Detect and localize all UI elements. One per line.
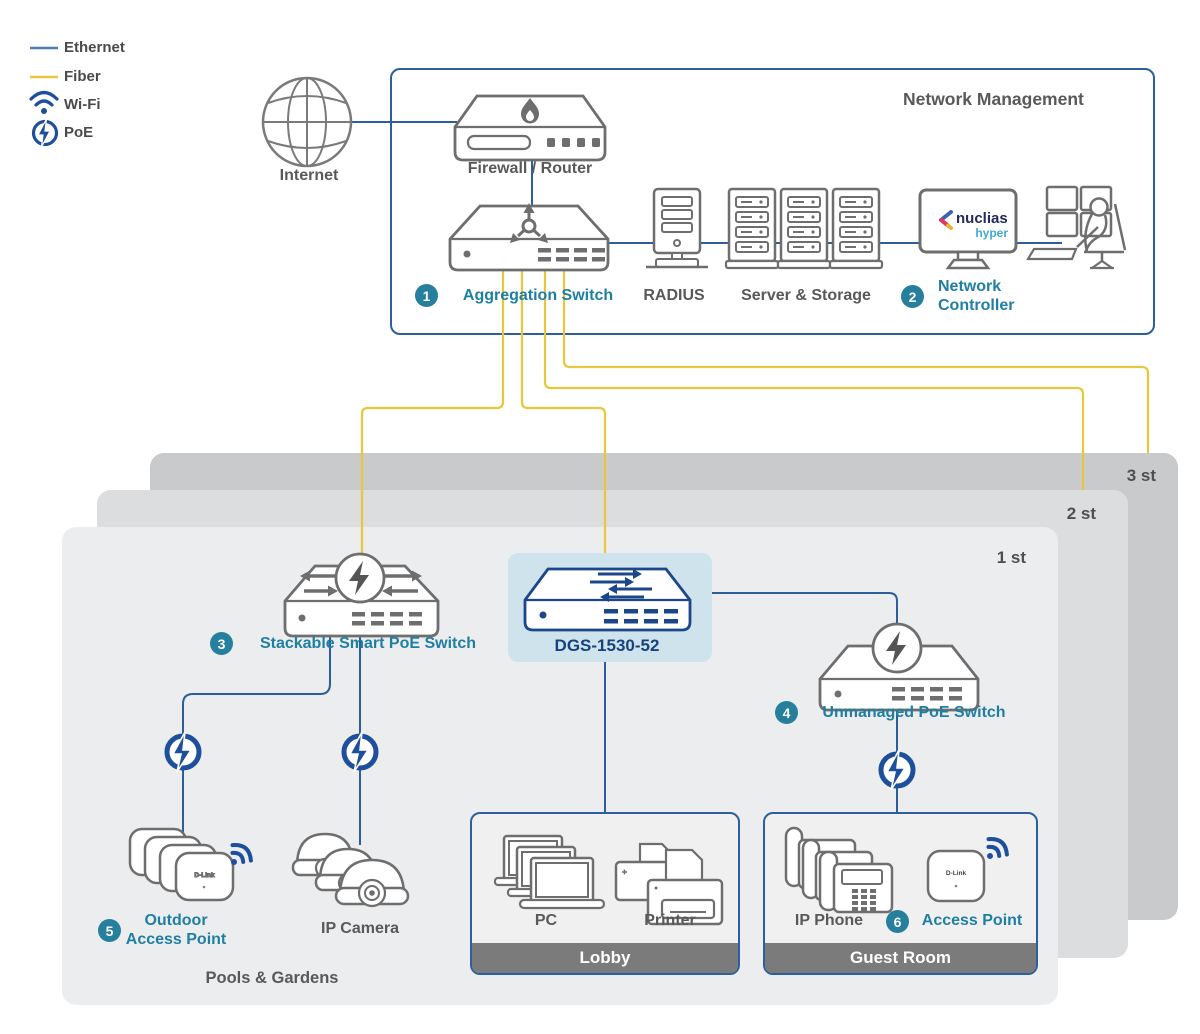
guest-access-point-label: Access Point bbox=[921, 912, 1023, 929]
server-storage-label: Server & Storage bbox=[741, 287, 871, 304]
poe-icon bbox=[34, 119, 57, 147]
guest-room-title: Guest Room bbox=[849, 948, 952, 967]
network-controller-monitor bbox=[920, 190, 1016, 268]
pools-gardens-label: Pools & Gardens bbox=[205, 969, 339, 987]
badge-6: 6 bbox=[886, 910, 909, 933]
radius-label: RADIUS bbox=[643, 287, 705, 304]
outdoor-ap-label-line2: Access Point bbox=[125, 931, 227, 948]
network-controller-label bbox=[938, 277, 1014, 315]
ip-camera-devices bbox=[293, 834, 408, 906]
network-controller-label-line2: Controller bbox=[938, 297, 1015, 314]
firewall-label: Firewall / Router bbox=[467, 160, 593, 177]
link-dgs-unmanaged bbox=[712, 593, 897, 626]
ap-brand-text: D-Link bbox=[945, 870, 967, 877]
ip-phone-devices bbox=[786, 828, 892, 912]
legend-poe-label: PoE bbox=[64, 124, 94, 141]
firewall-router-device bbox=[455, 96, 605, 160]
internet-globe-icon bbox=[263, 78, 351, 166]
dgs-label: DGS-1530-52 bbox=[554, 636, 660, 655]
aggregation-switch-device bbox=[450, 203, 608, 270]
dgs-1530-52-device bbox=[525, 569, 690, 630]
network-controller-label-line1: Network bbox=[938, 278, 1002, 295]
unmanaged-switch-label: Unmanaged PoE Switch bbox=[822, 704, 1006, 721]
badge-5: 5 bbox=[98, 919, 121, 942]
outdoor-ap-label-line1: Outdoor bbox=[144, 912, 208, 929]
wifi-icon bbox=[31, 93, 57, 115]
network-management-title: Network Management bbox=[903, 89, 1084, 109]
pc-label: PC bbox=[534, 912, 558, 929]
server-storage-devices bbox=[726, 189, 882, 268]
access-point-device bbox=[928, 851, 984, 901]
operator-workstation bbox=[1028, 187, 1125, 268]
stackable-poe-switch-device bbox=[285, 554, 438, 636]
floor-1-label: 1 st bbox=[996, 548, 1026, 567]
radius-server-device bbox=[646, 189, 708, 267]
poe-icon bbox=[344, 732, 376, 772]
aggregation-switch-label: Aggregation Switch bbox=[462, 287, 614, 304]
legend-ethernet-label: Ethernet bbox=[64, 39, 125, 56]
printer-label: Printer bbox=[644, 912, 696, 929]
badge-2: 2 bbox=[901, 285, 924, 308]
outdoor-access-point-devices bbox=[130, 829, 233, 900]
floor-2-label: 2 st bbox=[1066, 504, 1096, 523]
nuclias-logo-text: nuclias bbox=[956, 210, 1008, 227]
floor-3-label: 3 st bbox=[1126, 466, 1156, 485]
unmanaged-poe-switch-device bbox=[820, 624, 978, 710]
poe-badge-icon bbox=[336, 554, 384, 602]
legend-fiber-label: Fiber bbox=[64, 68, 101, 85]
outdoor-ap-label bbox=[126, 911, 226, 949]
hyper-logo-text: hyper bbox=[975, 226, 1008, 240]
poe-icon bbox=[167, 732, 199, 772]
legend-wifi-label: Wi-Fi bbox=[64, 96, 101, 113]
poe-badge-icon bbox=[873, 624, 921, 672]
badge-3: 3 bbox=[210, 632, 233, 655]
ip-camera-label: IP Camera bbox=[321, 920, 399, 937]
ap-brand-text: D-Link bbox=[194, 872, 215, 879]
badge-4: 4 bbox=[775, 701, 798, 724]
ip-phone-label: IP Phone bbox=[794, 912, 864, 929]
badge-1: 1 bbox=[415, 284, 438, 307]
lobby-title: Lobby bbox=[579, 948, 631, 967]
poe-icon bbox=[881, 750, 913, 790]
internet-label: Internet bbox=[279, 167, 339, 184]
stackable-switch-label: Stackable Smart PoE Switch bbox=[259, 635, 477, 652]
link-stackable-outdoor-ap bbox=[183, 636, 330, 838]
fiber-aggregation-stackable bbox=[362, 270, 503, 556]
pc-devices bbox=[495, 836, 604, 908]
